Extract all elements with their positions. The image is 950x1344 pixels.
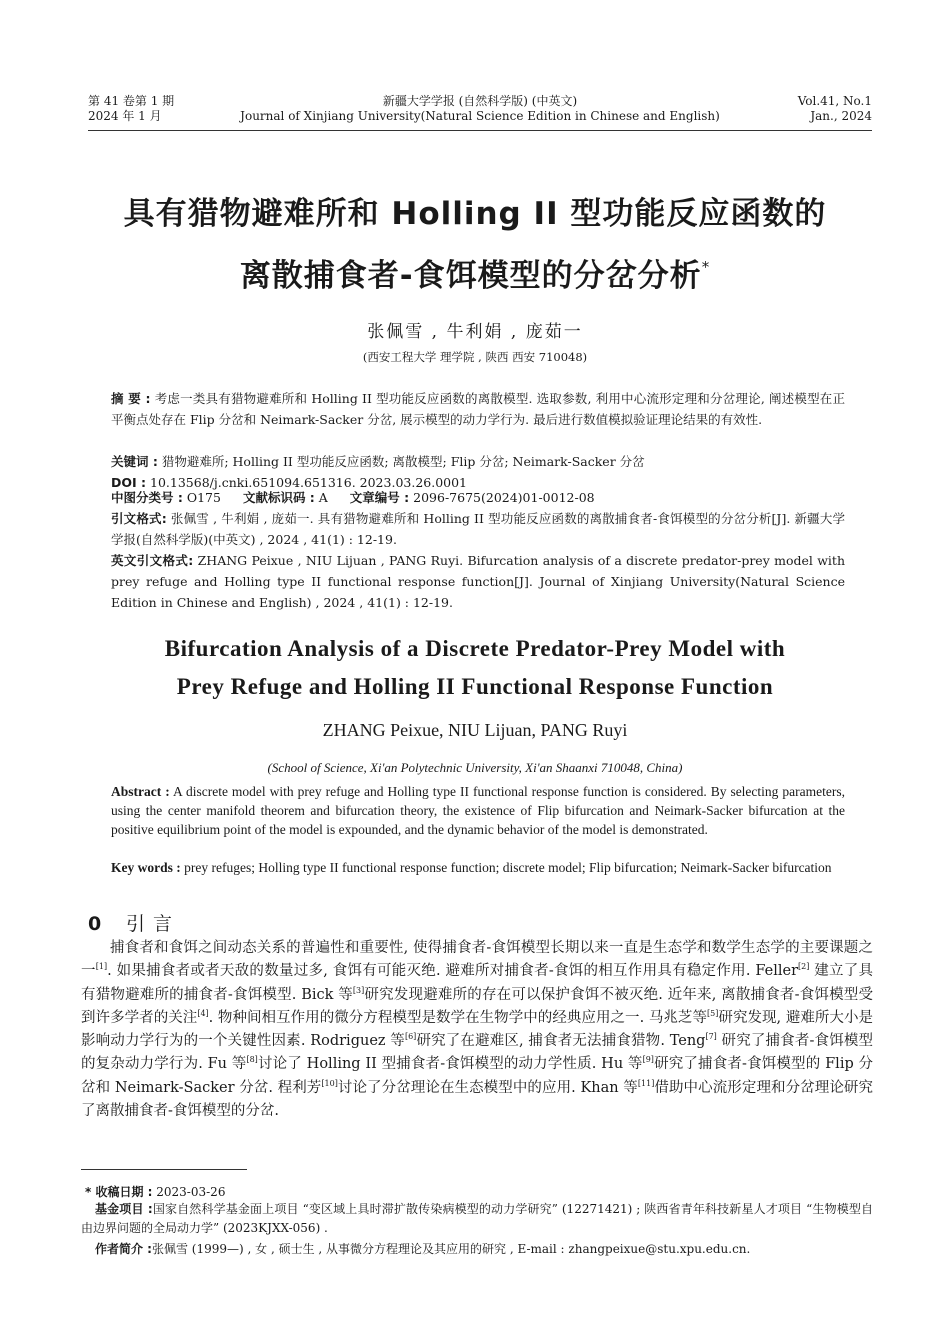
affiliation-en: (School of Science, Xi'an Polytechnic University, Xi'an Shaanxi 710048, China): [267, 760, 683, 775]
affiliation-cn: (西安工程大学 理学院 , 陕西 西安 710048): [362, 350, 588, 364]
citation-ref[interactable]: [10]: [321, 1078, 338, 1088]
citation-ref[interactable]: [5]: [707, 1008, 719, 1018]
citation-ref[interactable]: [9]: [642, 1055, 654, 1065]
citation-ref[interactable]: [11]: [637, 1078, 655, 1088]
intro-paragraph: 捕食者和食饵之间动态关系的普遍性和重要性, 使得捕食者-食饵模型长期以来一直是生态学和数学生态学的主要课题之一[1]. 如果捕食者或者天敌的数量过多, 食饵有可能灭绝. 避难所对捕食者-食饵的相互作用具有稳定作用. Feller[2] 建立了具有猎物避难所的捕食者-食饵模型. Bick 等[3]研究发现避难所的存在可以保护食饵不被灭绝. 近年来, 离散捕食者-食饵模型受到许多学者的关注[4]. 物种间相互作用的微分方程模型是数学在生物学中的经典应用之一. 马兆芝等[5]研究发现, 避难所大小是影响动力学行为的一个关键性因素. Rodriguez 等[6]研究了在避难区, 捕食者无法捕食猎物. Teng[7] 研究了捕食者-食饵模型的复杂动力学行为. Fu 等[8]讨论了 Holling II 型捕食者-食饵模型的动力学性质. Hu 等[9]研究了捕食者-食饵模型的 Flip 分岔和 Neimark-Sacker 分岔. 程利芳[10]讨论了分岔理论在生态模型中的应用. Khan 等[11]借助中心流形定理和分岔理论研究了离散捕食者-食饵模型的分岔.: [81, 940, 874, 1120]
doi: DOI : 10.13568/j.cnki.651094.651316. 2023.03.26.0001: [111, 475, 468, 490]
abstract-cn: [111, 388, 845, 430]
section-heading-intro: [88, 909, 180, 936]
citation-ref[interactable]: [4]: [197, 1008, 209, 1018]
title-en-line1: Bifurcation Analysis of a Discrete Predator-Prey Model with: [164, 636, 786, 661]
footnote-divider: [81, 1169, 247, 1170]
issue-info-en: Vol.41, No.1 Jan., 2024: [797, 94, 872, 123]
title-cn-line1: 具有猎物避难所和 Holling II 型功能反应函数的: [123, 196, 827, 232]
title-cn-line2: 离散捕食者-食饵模型的分岔分析*: [239, 258, 711, 294]
citation-en: 英文引文格式: ZHANG Peixue , NIU Lijuan , PANG Ruyi. Bifurcation analysis of a discrete predator-prey model with prey refuge and Holling type II functional response function[J]. Journal of Xinjiang University(Natural Science Edition in Chinese and English) , 2024 , 41(1) : 12-19.: [111, 553, 845, 610]
issue-info-cn: 第 41 卷第 1 期 2024 年 1 月: [88, 94, 175, 123]
abstract-cn-text: 考虑一类具有猎物避难所和 Holling II 型功能反应函数的离散模型. 选取参数, 利用中心流形定理和分岔理论, 阐述模型在正平衡点处存在 Flip 分岔和 Neimark-Sacker 分岔, 展示模型的动力学行为. 最后进行数值模拟验证理论结果的有效性.: [111, 391, 845, 427]
citation-ref[interactable]: [7]: [705, 1032, 717, 1042]
section-title: 引言: [126, 913, 181, 935]
classification-line: 中图分类号 : O175 文献标识码 : A 文章编号 : 2096-7675(2024)01-0012-08: [111, 490, 595, 505]
citation-cn: 引文格式: 张佩雪 , 牛利娟 , 庞茹一. 具有猎物避难所和 Holling II 型功能反应函数的离散捕食者-食饵模型的分岔分析[J]. 新疆大学学报(自然科学版)(中英文) , 2024 , 41(1) : 12-19.: [111, 511, 846, 547]
section-number: 0: [88, 913, 102, 935]
citation-ref[interactable]: [8]: [246, 1055, 258, 1065]
footnote-received: * 收稿日期 : 2023-03-26: [85, 1185, 226, 1199]
citation-ref[interactable]: [2]: [798, 962, 810, 972]
citation-ref[interactable]: [3]: [352, 985, 365, 995]
citation-ref[interactable]: [1]: [95, 962, 108, 972]
keywords-en: Key words : prey refuges; Holling type II functional response function; discrete model; Flip bifurcation; Neimark-Sacker bifurcation: [111, 860, 832, 875]
abstract-en-label: Abstract :: [111, 784, 170, 799]
keywords-cn: 关键词 : 猎物避难所; Holling II 型功能反应函数; 离散模型; Flip 分岔; Neimark-Sacker 分岔: [111, 454, 645, 469]
abstract-en: [111, 782, 845, 839]
abstract-en-text: A discrete model with prey refuge and Holling type II functional response function is considered. By selecting parameters, using the center manifold theorem and bifurcation theory, the existence of Flip bifurcation and Neimark-Sacker bifurcation at the positive equilibrium point of the model is expounded, and the dynamic behavior of the model is demonstrated.: [111, 784, 845, 837]
journal-name: 新疆大学学报 (自然科学版) (中英文) Journal of Xinjiang University(Natural Science Edition in Chinese and English): [240, 94, 720, 123]
authors-en: ZHANG Peixue, NIU Lijuan, PANG Ruyi: [322, 720, 628, 740]
footnote-author-bio: 作者简介 :张佩雪 (1999—) , 女 , 硕士生 , 从事微分方程理论及其应用的研究 , E-mail : zhangpeixue@stu.xpu.edu.cn.: [95, 1242, 751, 1256]
title-footnote-mark: *: [701, 258, 711, 276]
authors-cn: 张佩雪 , 牛利娟 , 庞茹一: [367, 322, 583, 342]
title-en-line2: Prey Refuge and Holling II Functional Response Function: [176, 674, 774, 699]
footnote-fund: 基金项目 :国家自然科学基金面上项目 “变区域上具时滞扩散传染病模型的动力学研究” (12271421) ; 陕西省青年科技新星人才项目 “生物模型自由边界问题的全局动力学” (2023KJXX-056) .: [81, 1202, 874, 1235]
running-header: [88, 94, 872, 131]
abstract-cn-label: 摘 要 :: [111, 391, 151, 406]
citation-ref[interactable]: [6]: [404, 1032, 417, 1042]
doi-link[interactable]: 10.13568/j.cnki.651094.651316. 2023.03.26.0001: [150, 475, 468, 490]
